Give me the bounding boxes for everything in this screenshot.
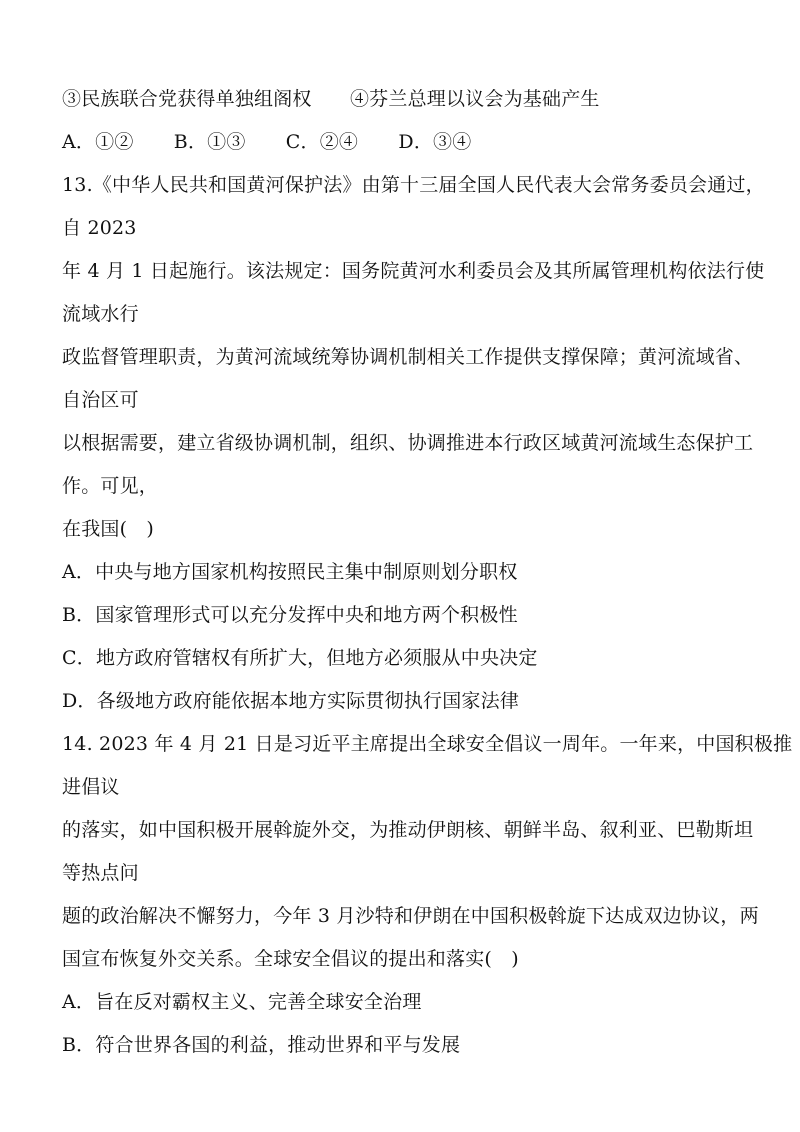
q13-stem-line-7: 以根据需要，建立省级协调机制，组织、协调推进本行政区域黄河流域生态保护工 [62, 432, 754, 454]
q14-option-b: B．符合世界各国的利益，推动世界和平与发展 [62, 1034, 461, 1056]
q14-stem-line-3: 的落实，如中国积极开展斡旋外交，为推动伊朗核、朝鲜半岛、叙利亚、巴勒斯坦 [62, 819, 754, 841]
q13-option-b: B．国家管理形式可以充分发挥中央和地方两个积极性 [62, 604, 518, 626]
q13-stem-line-2: 自 2023 [62, 217, 137, 239]
q13-stem-line-8: 作。可见， [62, 475, 159, 497]
q12-option-a: A．①② [62, 131, 134, 153]
q12-option-d: D．③④ [398, 131, 472, 153]
q14-option-a: A．旨在反对霸权主义、完善全球安全治理 [62, 991, 422, 1013]
q14-stem-line-5: 题的政治解决不懈努力，今年 3 月沙特和伊朗在中国积极斡旋下达成双边协议，两 [62, 905, 759, 927]
q14-stem-line-1: 14. 2023 年 4 月 21 日是习近平主席提出全球安全倡议一周年。一年来，中国积极推 [62, 733, 793, 755]
q13-option-c: C．地方政府管辖权有所扩大，但地方必须服从中央决定 [62, 647, 538, 669]
q13-stem-line-6: 自治区可 [62, 389, 139, 411]
q13-stem-line-5: 政监督管理职责，为黄河流域统筹协调机制相关工作提供支撑保障；黄河流域省、 [62, 346, 754, 368]
q12-option-b: B．①③ [173, 131, 246, 153]
q14-stem-line-2: 进倡议 [62, 776, 120, 798]
q12-statements-line: ③民族联合党获得单独组阁权 ④芬兰总理以议会为基础产生 [62, 88, 600, 110]
q14-stem-line-4: 等热点问 [62, 862, 139, 884]
q12-option-c: C．②④ [285, 131, 359, 153]
q13-option-d: D．各级地方政府能依据本地方实际贯彻执行国家法律 [62, 690, 520, 712]
q12-options [62, 129, 505, 155]
q13-stem-line-3: 年 4 月 1 日起施行。该法规定：国务院黄河水利委员会及其所属管理机构依法行使 [62, 260, 765, 282]
q13-stem-line-9: 在我国( ) [62, 518, 155, 540]
q13-option-a: A．中央与地方国家机构按照民主集中制原则划分职权 [62, 561, 518, 583]
q14-stem-line-6: 国宣布恢复外交关系。全球安全倡议的提出和落实( ) [62, 948, 519, 970]
q13-stem-line-4: 流域水行 [62, 303, 139, 325]
q13-stem-line-1: 13.《中华人民共和国黄河保护法》由第十三届全国人民代表大会常务委员会通过， [62, 174, 765, 196]
